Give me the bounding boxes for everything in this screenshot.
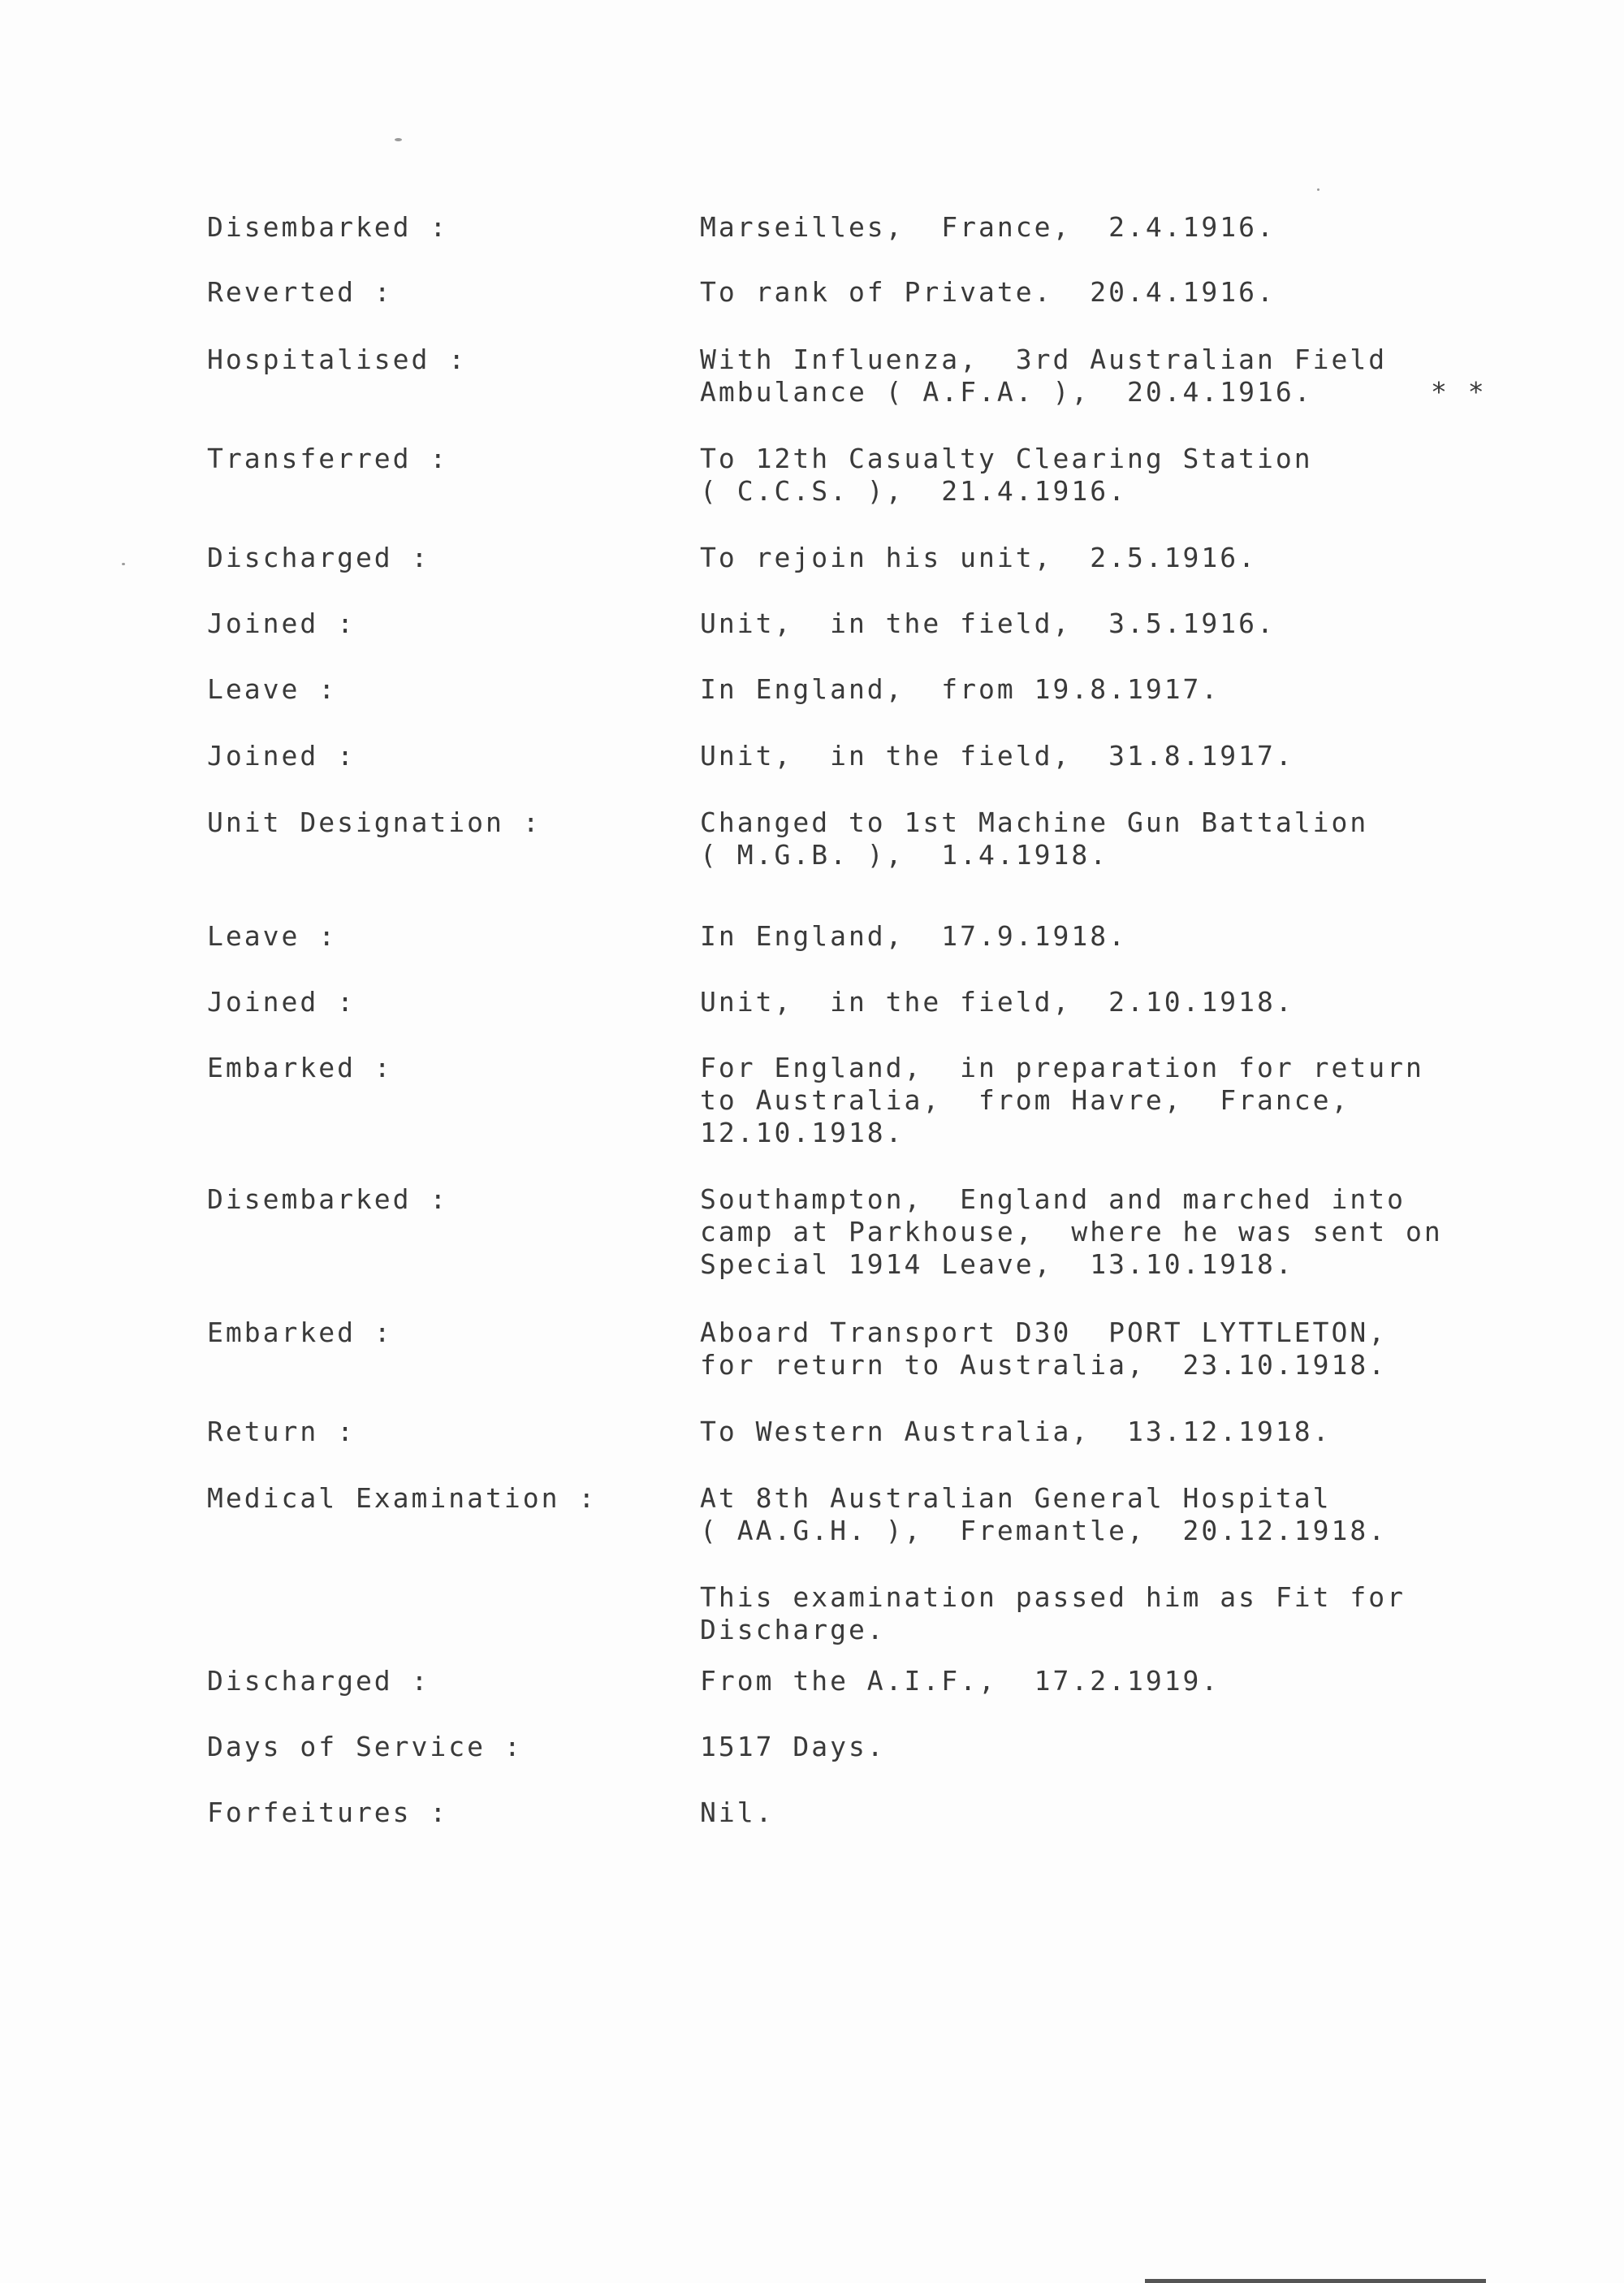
entry-label: Leave : (207, 920, 338, 952)
entry-label: Hospitalised : (207, 344, 468, 375)
entry-label: Reverted : (207, 276, 393, 308)
entry-value-line: for return to Australia, 23.10.1918. (700, 1349, 1388, 1381)
entry-value-line: Nil. (700, 1797, 775, 1828)
entry-label: Medical Examination : (207, 1482, 598, 1514)
entry-value-line: camp at Parkhouse, where he was sent on (700, 1216, 1443, 1247)
entry-label: Disembarked : (207, 211, 449, 243)
entry-value-line: For England, in preparation for return (700, 1052, 1424, 1083)
entry-label: Disembarked : (207, 1183, 449, 1215)
entry-value (700, 920, 1601, 953)
entry-value-line: Unit, in the field, 31.8.1917. (700, 740, 1294, 772)
entry-value-line: Special 1914 Leave, 13.10.1918. (700, 1248, 1294, 1280)
entry-value (700, 1731, 1601, 1763)
entry-value (700, 542, 1601, 574)
entry-value-line: In England, 17.9.1918. (700, 920, 1127, 952)
entry-value (700, 1482, 1601, 1547)
entry-label: Discharged : (207, 542, 430, 573)
entry-value-line: In England, from 19.8.1917. (700, 673, 1220, 705)
entry-value-line: Southampton, England and marched into (700, 1183, 1406, 1215)
entry-value-line: 12.10.1918. (700, 1117, 905, 1148)
entry-label: Forfeitures : (207, 1797, 449, 1828)
entry-label: Joined : (207, 986, 356, 1018)
scan-speck (1317, 188, 1320, 191)
entry-value (700, 211, 1601, 244)
entry-value (700, 276, 1601, 309)
scan-speck (122, 563, 125, 565)
entry-label: Joined : (207, 740, 356, 772)
entry-value-line: To 12th Casualty Clearing Station (700, 443, 1313, 474)
entry-label: Transferred : (207, 443, 449, 474)
entry-value-line: Changed to 1st Machine Gun Battalion (700, 806, 1369, 838)
entry-value-line: With Influenza, 3rd Australian Field (700, 344, 1388, 375)
entry-value (700, 1317, 1601, 1381)
entry-label: Embarked : (207, 1052, 393, 1083)
entry-value (700, 608, 1601, 640)
entry-label: Days of Service : (207, 1731, 523, 1762)
entry-value (700, 1052, 1601, 1149)
entry-value-line: From the A.I.F., 17.2.1919. (700, 1665, 1220, 1697)
entry-value-line: Unit, in the field, 3.5.1916. (700, 608, 1276, 639)
entry-label: Joined : (207, 608, 356, 639)
entry-label: Embarked : (207, 1317, 393, 1348)
entry-value (700, 806, 1601, 871)
entry-value-line: Marseilles, France, 2.4.1916. (700, 211, 1276, 243)
entry-value-line: ( M.G.B. ), 1.4.1918. (700, 839, 1109, 871)
entry-value (700, 673, 1601, 706)
entry-value (700, 986, 1601, 1018)
entry-value-line: To rank of Private. 20.4.1916. (700, 276, 1276, 308)
entry-label: Leave : (207, 673, 338, 705)
entry-value-line: Aboard Transport D30 PORT LYTTLETON, (700, 1317, 1388, 1348)
entry-value-line: To Western Australia, 13.12.1918. (700, 1416, 1332, 1447)
annotation-mark: * * (1431, 376, 1487, 408)
entry-value-line: to Australia, from Havre, France, (700, 1084, 1350, 1116)
entry-value-line: This examination passed him as Fit for (700, 1581, 1406, 1613)
entry-value-line: Ambulance ( A.F.A. ), 20.4.1916. (700, 376, 1313, 408)
entry-value-line: Discharge. (700, 1614, 886, 1645)
entry-label: Unit Designation : (207, 806, 542, 838)
scan-speck (395, 138, 402, 141)
entry-label: Return : (207, 1416, 356, 1447)
entry-value-line: Unit, in the field, 2.10.1918. (700, 986, 1294, 1018)
entry-value (700, 1665, 1601, 1697)
entry-label: Discharged : (207, 1665, 430, 1697)
entry-value (700, 1183, 1601, 1281)
entry-value-line: At 8th Australian General Hospital (700, 1482, 1332, 1514)
entry-value-line: To rejoin his unit, 2.5.1916. (700, 542, 1258, 573)
entry-value (700, 443, 1601, 508)
entry-value (700, 1581, 1601, 1646)
entry-value-line: ( AA.G.H. ), Fremantle, 20.12.1918. (700, 1515, 1388, 1546)
entry-value-line: ( C.C.S. ), 21.4.1916. (700, 475, 1127, 507)
entry-value (700, 740, 1601, 772)
entry-value-line: 1517 Days. (700, 1731, 886, 1762)
entry-value (700, 1797, 1601, 1829)
entry-value (700, 1416, 1601, 1448)
page-edge-rule (1145, 2279, 1486, 2283)
